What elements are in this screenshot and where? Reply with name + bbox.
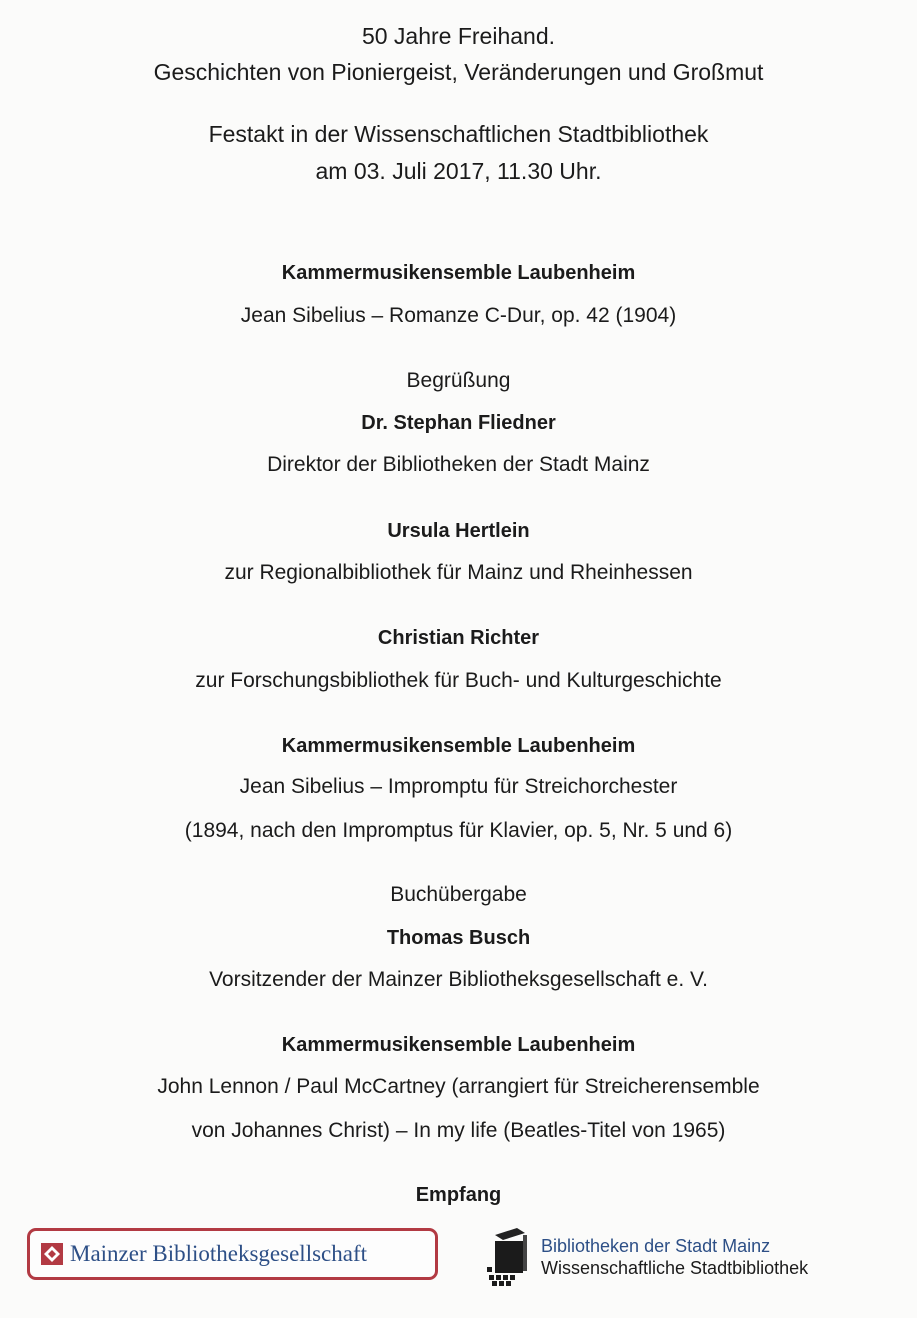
- society-logo-text: Mainzer Bibliotheksgesellschaft: [70, 1241, 368, 1266]
- music-2-performer: Kammermusikensemble Laubenheim: [281, 735, 636, 757]
- society-mark-icon: [41, 1243, 63, 1265]
- speaker-1-name: Dr. Stephan Fliedner: [361, 412, 556, 434]
- speaker-3-topic: zur Forschungsbibliothek für Buch- und Kulturgeschichte: [195, 669, 722, 692]
- handover-label: Buchübergabe: [390, 883, 527, 906]
- speaker-1-role: Direktor der Bibliotheken der Stadt Mainz: [267, 453, 650, 476]
- music-3-performer: Kammermusikensemble Laubenheim: [281, 1034, 636, 1056]
- welcome-label: Begrüßung: [406, 369, 511, 392]
- speaker-2-topic: zur Regionalbibliothek für Mainz und Rheinhessen: [224, 561, 693, 584]
- music-1-performer: Kammermusikensemble Laubenheim: [281, 262, 636, 284]
- event-line-1: Festakt in der Wissenschaftlichen Stadtbibliothek: [208, 121, 709, 147]
- speaker-4-name: Thomas Busch: [386, 927, 531, 949]
- music-3-piece-line-1: John Lennon / Paul McCartney (arrangiert für Streicherensemble: [157, 1075, 760, 1098]
- music-2-piece-line-1: Jean Sibelius – Impromptu für Streichorchester: [239, 775, 678, 798]
- speaker-2-name: Ursula Hertlein: [387, 520, 530, 542]
- reception-label: Empfang: [415, 1184, 502, 1206]
- music-2-piece-line-2: (1894, nach den Impromptus für Klavier, op. 5, Nr. 5 und 6): [184, 819, 733, 842]
- title-line-1: 50 Jahre Freihand.: [361, 23, 556, 49]
- event-line-2: am 03. Juli 2017, 11.30 Uhr.: [315, 158, 602, 184]
- music-3-piece-line-2: von Johannes Christ) – In my life (Beatles-Titel von 1965): [191, 1119, 726, 1142]
- book-icon: [487, 1227, 529, 1287]
- library-logo: [487, 1226, 808, 1288]
- mainzer-bibliotheksgesellschaft-logo: [27, 1228, 438, 1280]
- music-1-piece: Jean Sibelius – Romanze C-Dur, op. 42 (1904): [240, 304, 677, 327]
- speaker-3-name: Christian Richter: [377, 627, 540, 649]
- title-line-2: Geschichten von Pioniergeist, Veränderungen und Großmut: [153, 59, 764, 85]
- speaker-4-role: Vorsitzender der Mainzer Bibliotheksgesellschaft e. V.: [209, 968, 708, 991]
- library-logo-line-2: Wissenschaftliche Stadtbibliothek: [541, 1258, 809, 1278]
- library-logo-line-1: Bibliotheken der Stadt Mainz: [541, 1236, 771, 1256]
